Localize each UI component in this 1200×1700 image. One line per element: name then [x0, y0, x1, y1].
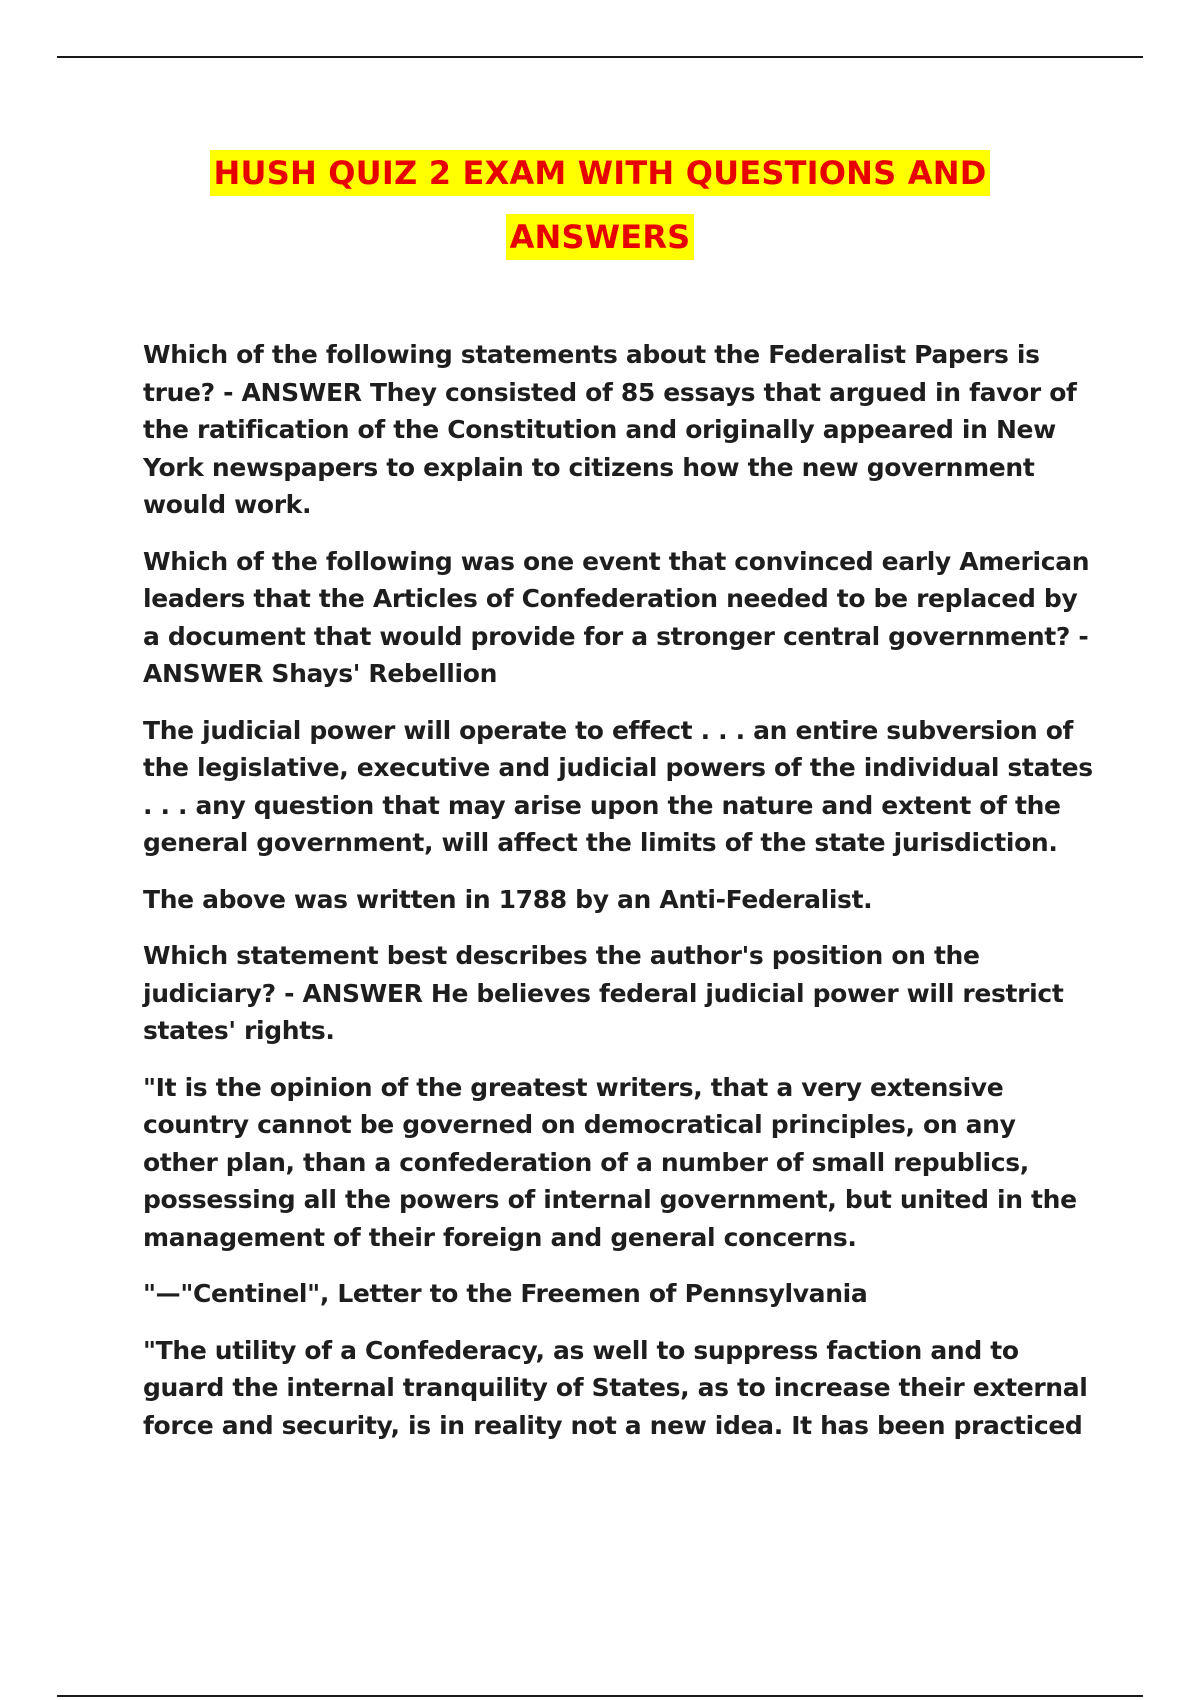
top-rule: [57, 56, 1143, 58]
paragraph-judicial-power-quote: The judicial power will operate to effect . . . an entire subversion of the legislative, executive and judicial powers of the individual states . . . any question that may arise upon the nature and extent of the general government, will affect the limits of the state jurisdiction.: [143, 715, 1093, 857]
paragraph-articles-confederation: Which of the following was one event that convinced early American leaders that the Articles of Confederation needed to be replaced by a document that would provide for a stronger central government? - ANSWER Shays' Rebellion: [143, 546, 1090, 688]
paragraph-federalist-papers: Which of the following statements about the Federalist Papers is true? - ANSWER They consisted of 85 essays that argued in favor of the ratification of the Constitution and originally appeared in New York newspapers to explain to citizens how the new government would work.: [143, 340, 1077, 519]
paragraph-centinel-attribution: "—"Centinel", Letter to the Freemen of Pennsylvania: [143, 1279, 868, 1308]
paragraph-anti-federalist-note: The above was written in 1788 by an Anti-Federalist.: [143, 884, 873, 914]
paragraph-author-position: Which statement best describes the author's position on the judiciary? - ANSWER He believes federal judicial power will restrict states' rights.: [143, 941, 1064, 1045]
document-body: [143, 336, 1093, 1463]
title-block: [140, 144, 1060, 272]
paragraph-greatest-writers-quote: "It is the opinion of the greatest writers, that a very extensive country cannot be governed on democratical principles, on any other plan, than a confederation of a number of small republics, possessing all the powers of internal government, but united in the management of their foreign and general concerns.: [143, 1072, 1077, 1252]
paragraph-confederacy-utility-quote: "The utility of a Confederacy, as well to suppress faction and to guard the internal tranquility of States, as to increase their external force and security, is in reality not a new idea. It has been practiced: [143, 1335, 1088, 1440]
document-title: HUSH QUIZ 2 EXAM WITH QUESTIONS AND ANSWERS: [210, 150, 991, 260]
bottom-rule: [57, 1695, 1143, 1697]
